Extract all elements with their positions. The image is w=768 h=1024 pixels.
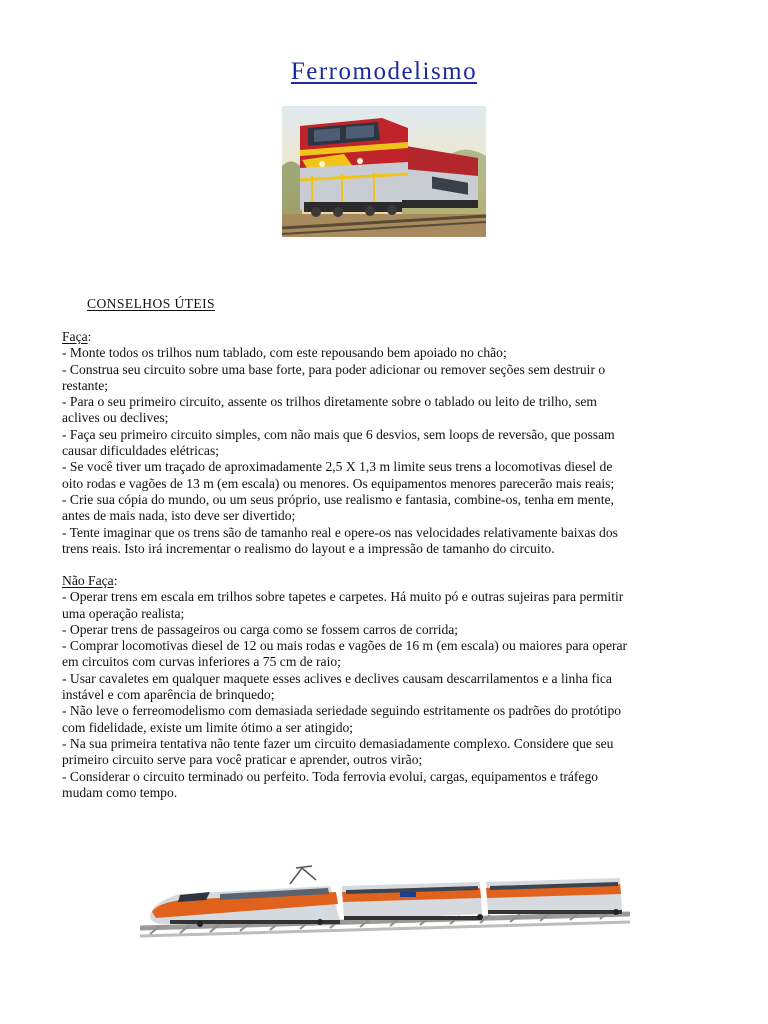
- do-list: [62, 329, 712, 557]
- do-heading-line: Faça:: [62, 329, 92, 344]
- do-line: - Monte todos os trilhos num tablado, com este repousando bem apoiado no chão;: [62, 345, 507, 361]
- page-title: [0, 58, 768, 86]
- dont-line: instável e com aparência de brinquedo;: [62, 687, 275, 703]
- dont-heading: Não Faça: [62, 573, 114, 588]
- dont-line: - Operar trens de passageiros ou carga como se fossem carros de corrida;: [62, 621, 459, 637]
- section-heading: CONSELHOS ÚTEIS: [87, 296, 215, 311]
- dont-line: com fidelidade, existe um limite ótimo a ser atingido;: [62, 719, 354, 735]
- page-title-text: Ferromodelismo: [290, 58, 478, 85]
- locomotive-image: [282, 106, 486, 237]
- do-line: - Faça seu primeiro circuito simples, com não mais que 6 desvios, sem loops de reversão, que possam: [62, 426, 615, 442]
- dont-line: em circuitos com curvas inferiores a 75 cm de raio;: [62, 654, 341, 670]
- do-line: oito rodas e vagões de 13 m (em escala) ou menores. Os equipamentos menores parecerão mais reais;: [62, 475, 615, 491]
- do-line: trens reais. Isto irá incrementar o realismo do layout e a impressão de tamanho do circuito.: [62, 540, 555, 556]
- do-line: - Crie sua cópia do mundo, ou um seus próprio, use realismo e fantasia, combine-os, tenha em mente,: [62, 491, 614, 507]
- do-line: antes de mais nada, isto deve ser divertido;: [62, 508, 296, 524]
- dont-list: [62, 573, 712, 801]
- do-heading: Faça: [62, 329, 88, 344]
- do-line: aclives ou declives;: [62, 410, 169, 426]
- dont-line: primeiro circuito serve para você praticar e aprender, outros virão;: [62, 752, 423, 768]
- do-line: restante;: [62, 377, 109, 393]
- dont-line: - Usar cavaletes em qualquer maquete esses aclives e declives causam descarrilamentos e a linha fica: [62, 670, 612, 686]
- dont-line: - Na sua primeira tentativa não tente fazer um circuito demasiadamente complexo. Considere que seu: [62, 735, 614, 751]
- do-line: - Se você tiver um traçado de aproximadamente 2,5 X 1,3 m limite seus trens a locomotivas diesel de: [62, 459, 613, 475]
- dont-heading-line: Não Faça:: [62, 573, 118, 588]
- dont-line: uma operação realista;: [62, 605, 185, 621]
- do-line: - Construa seu circuito sobre uma base forte, para poder adicionar ou remover seções sem destruir o: [62, 361, 606, 377]
- do-line: - Para o seu primeiro circuito, assente os trilhos diretamente sobre o tablado ou leito de trilho, sem: [62, 394, 597, 410]
- dont-line: - Operar trens em escala em trilhos sobre tapetes e carpetes. Há muito pó e outras sujeiras para permitir: [62, 589, 624, 605]
- dont-line: - Considerar o circuito terminado ou perfeito. Toda ferrovia evolui, cargas, equipamentos e tráfego: [62, 768, 599, 784]
- dont-line: mudam como tempo.: [62, 784, 178, 800]
- do-line: - Tente imaginar que os trens são de tamanho real e opere-os nas velocidades relativamente baixas dos: [62, 524, 618, 540]
- do-line: causar dificuldades elétricas;: [62, 443, 220, 459]
- dont-line: - Não leve o ferreomodelismo com demasiada seriedade seguindo estritamente os padrões do protótipo: [62, 703, 622, 719]
- tgv-train-image: [140, 862, 630, 942]
- dont-line: - Comprar locomotivas diesel de 12 ou mais rodas e vagões de 16 m (em escala) ou maiores para operar: [62, 638, 628, 654]
